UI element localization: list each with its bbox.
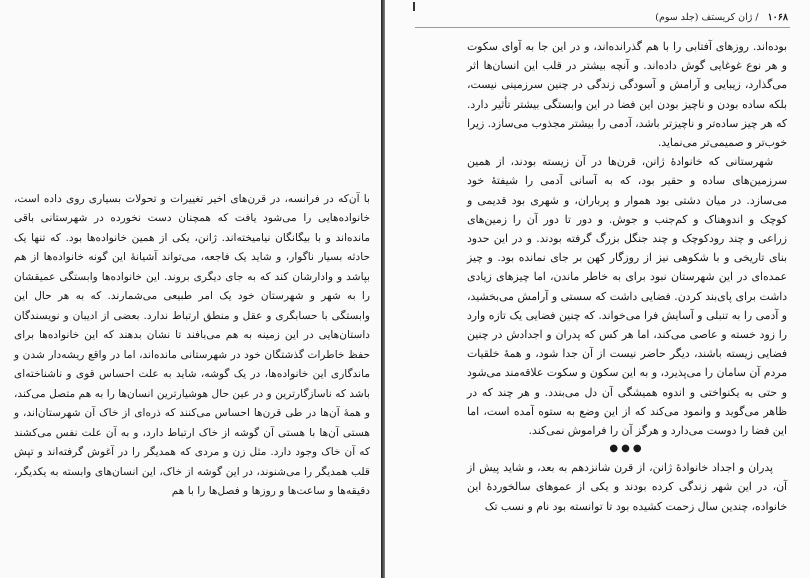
paragraph-2: شهرستانی که خانوادهٔ ژانن، قرن‌ها در آن زیسته بودند، از همین سرزمین‌های ساده و حقیر بود، که به آسانی آدمی را شیفتهٔ خود می‌سازد. در میان دشتی بود هموار و پرباران، و شهری بود قدیمی و کوچک و اندوهناک و کم‌جنب و جوش. و دور تا دور آن را زمین‌های زراعی و چند رودکوچک و چند جنگل بزرگ گرفته بودند. و در این حدود بنای تاریخی و با شکوهی نیز از روزگار کهن بر جای نمانده بود. و چیز عمده‌ای در این شهرستان نبود برای به خاطر ماندن، اما چیزهای زیادی داشت برای پای‌بند کردن. فضایی داشت که سستی و آرامش می‌بخشید، و آدمی را به تنبلی و آسایش فرا می‌خواند. که چنین فضایی یک تازه وارد را زود خسته و عاصی می‌کند، اما هر کس که پدران و اجدادش در چنین فضایی زیسته باشند، دیگر حاضر نیست از آن جدا شود، و همهٔ خلقیات مردم آن سامان را می‌پذیرد، و به این سکون و سکوت علاقه‌مند می‌شود و حتی به یکنواختی و اندوه همیشگی آن دل می‌بندد. و هر چند که در ظاهر می‌گوید و وانمود می‌کند که از این وضع به ستوه آمده است، اما این فضا را دوست می‌دارد و هرگز آن را فراموش نمی‌کند.: [467, 155, 787, 438]
running-head-separator: /: [755, 12, 759, 23]
page-number: ۱۰۶۸: [767, 12, 788, 23]
paragraph-3: پدران و اجداد خانوادهٔ ژانن، از قرن شانزدهم به بعد، و شاید پیش از آن، در این شهر زندگی کرده بودند و یکی از عموهای سالخوردهٔ این خانواده، چندین سال زحمت کشیده بود تا توانسته بود نام و نسب تک: [467, 461, 787, 513]
left-page-text: با آن‌که در فرانسه، در قرن‌های اخیر تغییرات و تحولات بسیاری روی داده است، خانواده‌هایی را می‌شود یافت که همچنان دست نخورده در شهرستانی باقی مانده‌اند و با بیگانگان نیامیخته‌اند. ژانن، یکی از همین خانواده‌ها بود. که تنها یک حادثه بسیار ناگوار، و شاید یک فاجعه، می‌تواند آشیانهٔ این گونه خانواده‌ها از هم بپاشد و وادارشان کند که به جای دیگری بروند. این خانواده‌ها وابستگی عمیقشان را به شهر و شهرستان خود یک امر طبیعی می‌شمارند. که به هر حال این وابستگی با حسابگری و عقل و منطق ارتباط ندارد. بعضی از ادیبان و نویسندگان داستان‌هایی در این زمینه به هم می‌بافند تا نشان بدهند که این خانواده‌ها برای حفظ خاطرات گذشتگان خود در شهرستانی مانده‌اند، اما در واقع ریشه‌دار شدن و ماندگاری این خانواده‌ها، در یک گوشه، شاید به علت احساس قوی و ناشناخته‌ای باشد که ناسازگارترین و در عین حال هوشیارترین انسان‌ها را به هم متصل می‌کند، و همهٔ آن‌ها در طی قرن‌ها احساس می‌کنند که ذره‌ای از خاک آن شهرستان‌اند، و هستی آن‌ها با هستی آن گوشه از خاک ارتباط دارد، و به آن علت نفس می‌کشند که آن خاک وجود دارد. مثل زن و مردی که همدیگر را در آغوش گرفته‌اند و تپش قلب همدیگر را می‌شنوند، در این گوشه از خاک، این انسان‌های وابسته به یکدیگر، دقیقه‌ها و ساعت‌ها و روزها و فصل‌ها را با هم: [14, 192, 370, 498]
paragraph-1: بوده‌اند. روزهای آفتابی را با هم گذرانده‌اند، و در این جا به آوای سکوت و هر نوع غوغایی گوش داده‌اند. و آنچه بیشتر در قلب این انسان‌ها اثر می‌گذارد، زیبایی و آرامش و آسودگی زندگی در چنین سرزمینی نیست، بلکه ساده بودن و ناچیز بودن این فضا در این وابستگی بیشتر تأثیر دارد. که هر چیز ساده‌تر و ناچیزتر باشد، آدمی را بیشتر مجذوب می‌سازد. زیرا خوب‌تر و صمیمی‌تر می‌نماید.: [467, 40, 787, 150]
section-separator: ●●●: [609, 443, 645, 455]
left-page: [0, 0, 381, 578]
header-rule: [415, 27, 790, 28]
running-title: ژان کریستف (جلد سوم): [655, 12, 753, 23]
right-page-body: [467, 37, 787, 516]
running-head: [655, 12, 788, 23]
right-page: [385, 0, 810, 578]
page-edge-mark: [413, 2, 415, 11]
